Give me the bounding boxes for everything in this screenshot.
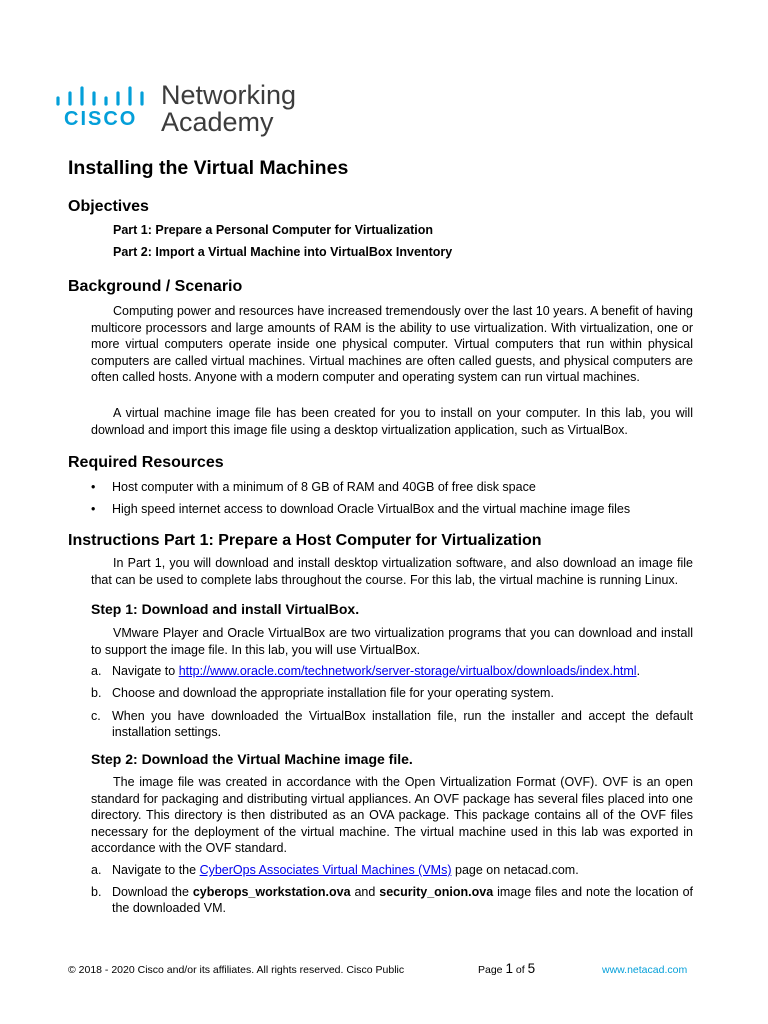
resource-item-text: Host computer with a minimum of 8 GB of RAM and 40GB of free disk space	[112, 480, 536, 494]
resource-item	[91, 501, 693, 517]
resources-heading: Required Resources	[68, 454, 224, 471]
cisco-networking-academy-logo	[53, 80, 313, 142]
part1-heading: Instructions Part 1: Prepare a Host Computer for Virtualization	[68, 532, 542, 549]
step1-item-c-text: When you have downloaded the VirtualBox installation file, run the installer and accept the default installation settings.	[112, 709, 693, 739]
step1-item-b-text: Choose and download the appropriate installation file for your operating system.	[112, 686, 554, 700]
list-marker: b.	[91, 885, 102, 899]
step2-item-b-end: image files and note the location of the downloaded VM.	[112, 885, 694, 915]
step1-item-a	[91, 663, 693, 679]
background-paragraph-2: A virtual machine image file has been created for you to install on your computer. In this lab, you will download and import this image file using a desktop virtualization application, such as VirtualBox.	[91, 406, 693, 437]
page-title: Installing the Virtual Machines	[68, 157, 349, 179]
cisco-bars-icon	[55, 86, 151, 108]
objective-part-2: Part 2: Import a Virtual Machine into VirtualBox Inventory	[113, 245, 453, 259]
resource-item-text: High speed internet access to download Oracle VirtualBox and the virtual machine image files	[112, 502, 631, 516]
list-marker: c.	[91, 709, 101, 723]
step2-item-a-end: page on netacad.com.	[451, 863, 579, 877]
list-marker: a.	[91, 863, 102, 877]
netacad-website-link[interactable]: www.netacad.com	[602, 964, 688, 976]
list-marker: b.	[91, 686, 102, 700]
step1-item-a-text: Navigate to	[112, 664, 179, 678]
step2-item-b-and: and	[350, 885, 380, 899]
step1-heading: Step 1: Download and install VirtualBox.	[91, 601, 360, 617]
part1-intro: In Part 1, you will download and install desktop virtualization software, and also download an image file that can be used to complete labs throughout the course. For this lab, the virtual machine is running Linux.	[91, 556, 693, 587]
virtualbox-download-link[interactable]: http://www.oracle.com/technetwork/server-storage/virtualbox/downloads/index.html	[178, 664, 637, 678]
cisco-wordmark: CISCO	[64, 108, 138, 130]
step2-item-b-text: Download the	[112, 885, 193, 899]
bullet-icon: •	[91, 480, 96, 494]
step1-intro: VMware Player and Oracle VirtualBox are two virtualization programs that you can download and install to support the image file. In this lab, you will use VirtualBox.	[91, 626, 693, 657]
page-of: of	[512, 964, 528, 976]
footer-copyright: © 2018 - 2020 Cisco and/or its affiliates. All rights reserved. Cisco Public	[68, 964, 405, 976]
step2-item-b	[91, 884, 693, 916]
cyberops-vms-link[interactable]: CyberOps Associates Virtual Machines (VMs)	[199, 863, 452, 877]
objective-part-1: Part 1: Prepare a Personal Computer for Virtualization	[113, 223, 433, 237]
step2-item-a	[91, 862, 693, 878]
step2-item-a-text: Navigate to the	[112, 863, 200, 877]
footer-page-number	[478, 961, 535, 976]
objectives-heading: Objectives	[68, 198, 149, 215]
step2-intro: The image file was created in accordance with the Open Virtualization Format (OVF). OVF is an open standard for packaging and distributing virtual appliances. An OVF package has several files placed into one directory. This directory is then distributed as an OVA package. This package contains all of the OVF files necessary for the deployment of the virtual machine. The virtual machine used in this lab was exported in accordance with the OVF standard.	[91, 775, 693, 855]
logo-word-networking: Networking	[161, 80, 297, 110]
background-paragraph-1: Computing power and resources have increased tremendously over the last 10 years. A benefit of having multicore processors and large amounts of RAM is the ability to use virtualization. With virtualization, one or more virtual computers operate inside one physical computer. Virtual computers that run within physical computers are called virtual machines. Virtual machines are often called guests, and physical computers are often called hosts. Anyone with a modern computer and operating system can run virtual machines.	[91, 304, 693, 384]
current-page: 1	[505, 961, 513, 976]
step1-item-b	[91, 685, 693, 701]
step1-item-a-end: .	[636, 664, 641, 678]
list-marker: a.	[91, 664, 102, 678]
resource-item	[91, 479, 693, 495]
total-pages: 5	[527, 961, 536, 976]
logo-word-academy: Academy	[161, 107, 274, 137]
step1-item-c	[91, 708, 693, 740]
security-onion-ova-filename: security_onion.ova	[379, 885, 494, 899]
page-label: Page	[478, 964, 506, 976]
workstation-ova-filename: cyberops_workstation.ova	[192, 885, 351, 899]
bullet-icon: •	[91, 502, 96, 516]
step2-heading: Step 2: Download the Virtual Machine image file.	[91, 751, 413, 767]
background-heading: Background / Scenario	[68, 278, 243, 295]
